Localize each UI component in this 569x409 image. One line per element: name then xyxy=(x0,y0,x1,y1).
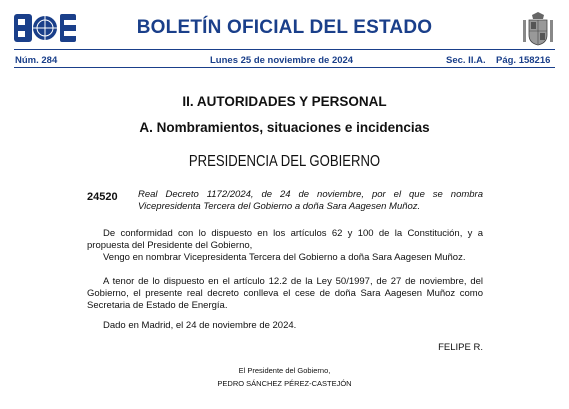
issue-number: Núm. 284 xyxy=(15,55,58,66)
department-heading: PRESIDENCIA DEL GOBIERNO xyxy=(188,153,381,170)
paragraph-3: A tenor de lo dispuesto en el artículo 12.2 de la Ley 50/1997, de 27 de noviembre, del Gobierno, el presente real decreto conlleva el cese de doña Sara Aagesen Muñoz como Secretaria de Estado de Energía. xyxy=(87,276,483,311)
section-code: Sec. II.A. xyxy=(446,55,486,66)
issue-date: Lunes 25 de noviembre de 2024 xyxy=(210,55,354,66)
subsection-title: A. Nombramientos, situaciones e incidencias xyxy=(139,120,430,135)
header-rule-bottom xyxy=(14,67,555,68)
signatory-name: PEDRO SÁNCHEZ PÉREZ-CASTEJÓN xyxy=(217,379,352,388)
page-number: Pág. 158216 xyxy=(496,55,551,66)
coat-of-arms-icon xyxy=(521,11,555,47)
paragraph-1: De conformidad con lo dispuesto en los artículos 62 y 100 de la Constitución, y a propuesta del Presidente del Gobierno, xyxy=(87,228,483,251)
signatory-role: El Presidente del Gobierno, xyxy=(238,366,331,375)
paragraph-2: Vengo en nombrar Vicepresidenta Tercera del Gobierno a doña Sara Aagesen Muñoz. xyxy=(103,252,466,263)
section-title: II. AUTORIDADES Y PERSONAL xyxy=(182,94,387,109)
journal-title: BOLETÍN OFICIAL DEL ESTADO xyxy=(136,17,433,38)
header-rule-top xyxy=(14,49,555,50)
entry-summary: Real Decreto 1172/2024, de 24 de noviembre, por el que se nombra Vicepresidenta Tercera del Gobierno a doña Sara Aagesen Muñoz. xyxy=(138,189,483,212)
entry-number: 24520 xyxy=(87,191,118,203)
royal-signature: FELIPE R. xyxy=(438,342,483,353)
dated-line: Dado en Madrid, el 24 de noviembre de 2024. xyxy=(103,320,297,331)
